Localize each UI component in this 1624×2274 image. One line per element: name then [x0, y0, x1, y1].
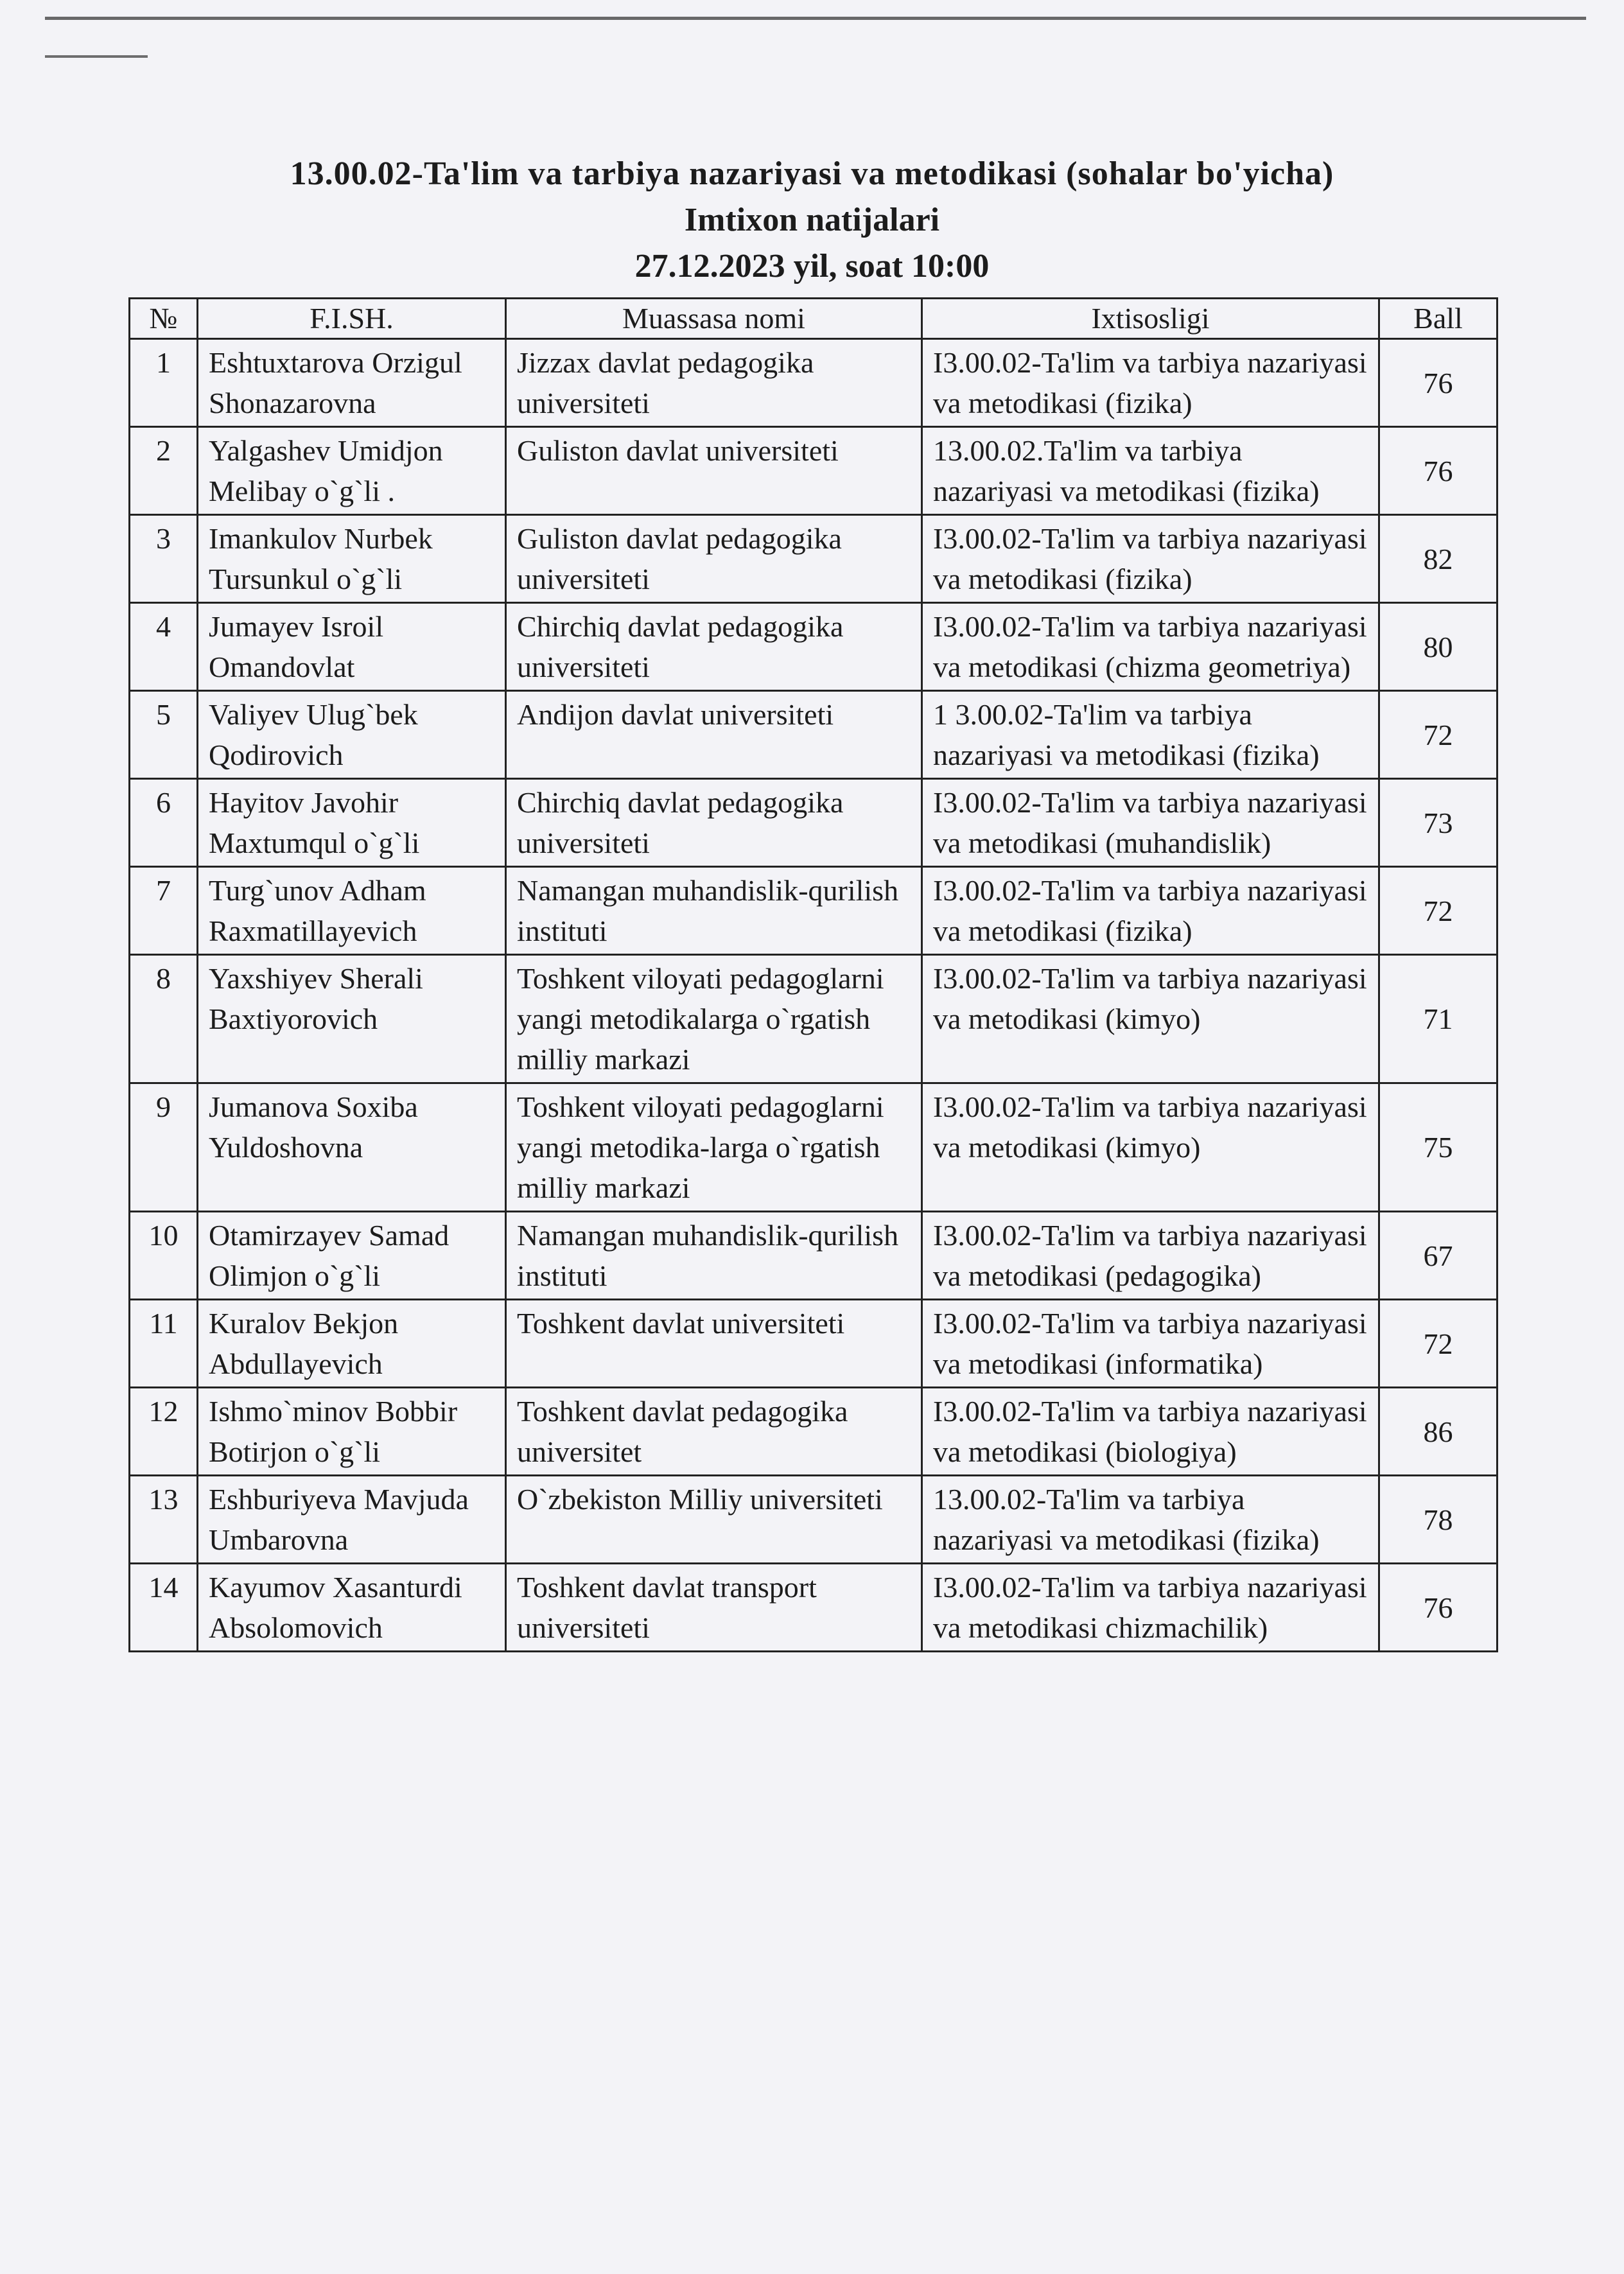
cell-institution: Guliston davlat pedagogika universiteti: [506, 515, 922, 603]
scan-edge-line: [45, 17, 1586, 20]
cell-ball: 72: [1379, 691, 1497, 779]
cell-name: Yalgashev Umidjon Melibay o`g`li .: [198, 427, 506, 515]
table-row: [130, 339, 1497, 427]
cell-ball: 72: [1379, 1300, 1497, 1388]
table-row: [130, 1212, 1497, 1300]
cell-specialty: I3.00.02-Ta'lim va tarbiya nazariyasi va metodikasi (biologiya): [922, 1388, 1379, 1476]
cell-ball: 71: [1379, 955, 1497, 1083]
cell-institution: Toshkent davlat transport universiteti: [506, 1564, 922, 1652]
cell-ball: 86: [1379, 1388, 1497, 1476]
table-row: [130, 1564, 1497, 1652]
table-row: [130, 779, 1497, 867]
cell-name: Jumanova Soxiba Yuldoshovna: [198, 1083, 506, 1212]
cell-number: 3: [130, 515, 198, 603]
header-ball: Ball: [1379, 299, 1497, 339]
cell-specialty: 1 3.00.02-Ta'lim va tarbiya nazariyasi va metodikasi (fizika): [922, 691, 1379, 779]
header-name: F.I.SH.: [198, 299, 506, 339]
cell-institution: Chirchiq davlat pedagogika universiteti: [506, 603, 922, 691]
cell-name: Imankulov Nurbek Tursunkul o`g`li: [198, 515, 506, 603]
header-institution: Muassasa nomi: [506, 299, 922, 339]
cell-specialty: I3.00.02-Ta'lim va tarbiya nazariyasi va metodikasi (informatika): [922, 1300, 1379, 1388]
cell-number: 10: [130, 1212, 198, 1300]
cell-name: Valiyev Ulug`bek Qodirovich: [198, 691, 506, 779]
cell-number: 7: [130, 867, 198, 955]
cell-specialty: 13.00.02-Ta'lim va tarbiya nazariyasi va metodikasi (fizika): [922, 1476, 1379, 1564]
table-row: [130, 1083, 1497, 1212]
cell-specialty: I3.00.02-Ta'lim va tarbiya nazariyasi va metodikasi (kimyo): [922, 955, 1379, 1083]
header-number: №: [130, 299, 198, 339]
cell-institution: Toshkent davlat pedagogika universitet: [506, 1388, 922, 1476]
document-subtitle: Imtixon natijalari: [684, 202, 940, 238]
cell-institution: Toshkent viloyati pedagoglarni yangi metodika-larga o`rgatish milliy markazi: [506, 1083, 922, 1212]
cell-specialty: I3.00.02-Ta'lim va tarbiya nazariyasi va metodikasi chizmachilik): [922, 1564, 1379, 1652]
cell-name: Ishmo`minov Bobbir Botirjon o`g`li: [198, 1388, 506, 1476]
cell-ball: 67: [1379, 1212, 1497, 1300]
table-row: [130, 603, 1497, 691]
cell-specialty: I3.00.02-Ta'lim va tarbiya nazariyasi va metodikasi (muhandislik): [922, 779, 1379, 867]
scan-mark: [45, 55, 148, 58]
cell-number: 8: [130, 955, 198, 1083]
cell-name: Turg`unov Adham Raxmatillayevich: [198, 867, 506, 955]
table-row: [130, 1476, 1497, 1564]
cell-number: 4: [130, 603, 198, 691]
cell-name: Eshtuxtarova Orzigul Shonazarovna: [198, 339, 506, 427]
document-date: 27.12.2023 yil, soat 10:00: [634, 248, 990, 284]
table-row: [130, 1388, 1497, 1476]
cell-institution: Toshkent viloyati pedagoglarni yangi metodikalarga o`rgatish milliy markazi: [506, 955, 922, 1083]
cell-institution: Namangan muhandislik-qurilish instituti: [506, 867, 922, 955]
cell-number: 14: [130, 1564, 198, 1652]
cell-ball: 76: [1379, 339, 1497, 427]
cell-number: 12: [130, 1388, 198, 1476]
cell-institution: O`zbekiston Milliy universiteti: [506, 1476, 922, 1564]
cell-ball: 72: [1379, 867, 1497, 955]
cell-number: 9: [130, 1083, 198, 1212]
table-row: [130, 955, 1497, 1083]
table-row: [130, 867, 1497, 955]
cell-ball: 80: [1379, 603, 1497, 691]
cell-ball: 78: [1379, 1476, 1497, 1564]
document-title: 13.00.02-Ta'lim va tarbiya nazariyasi va metodikasi (sohalar bo'yicha): [290, 155, 1334, 192]
table-row: [130, 427, 1497, 515]
table-header-row: [130, 299, 1497, 339]
cell-institution: Toshkent davlat universiteti: [506, 1300, 922, 1388]
cell-ball: 76: [1379, 1564, 1497, 1652]
cell-name: Kuralov Bekjon Abdullayevich: [198, 1300, 506, 1388]
cell-specialty: I3.00.02-Ta'lim va tarbiya nazariyasi va metodikasi (fizika): [922, 339, 1379, 427]
cell-name: Jumayev Isroil Omandovlat: [198, 603, 506, 691]
cell-specialty: I3.00.02-Ta'lim va tarbiya nazariyasi va metodikasi (pedagogika): [922, 1212, 1379, 1300]
cell-specialty: I3.00.02-Ta'lim va tarbiya nazariyasi va metodikasi (fizika): [922, 867, 1379, 955]
table-row: [130, 515, 1497, 603]
cell-specialty: I3.00.02-Ta'lim va tarbiya nazariyasi va metodikasi (chizma geometriya): [922, 603, 1379, 691]
cell-name: Otamirzayev Samad Olimjon o`g`li: [198, 1212, 506, 1300]
cell-number: 5: [130, 691, 198, 779]
cell-ball: 75: [1379, 1083, 1497, 1212]
table-row: [130, 691, 1497, 779]
cell-institution: Chirchiq davlat pedagogika universiteti: [506, 779, 922, 867]
results-table: [128, 297, 1498, 1652]
header-specialty: Ixtisosligi: [922, 299, 1379, 339]
cell-name: Yaxshiyev Sherali Baxtiyorovich: [198, 955, 506, 1083]
cell-number: 2: [130, 427, 198, 515]
cell-institution: Jizzax davlat pedagogika universiteti: [506, 339, 922, 427]
cell-name: Hayitov Javohir Maxtumqul o`g`li: [198, 779, 506, 867]
cell-institution: Andijon davlat universiteti: [506, 691, 922, 779]
cell-name: Kayumov Xasanturdi Absolomovich: [198, 1564, 506, 1652]
table-row: [130, 1300, 1497, 1388]
cell-specialty: 13.00.02.Ta'lim va tarbiya nazariyasi va metodikasi (fizika): [922, 427, 1379, 515]
cell-ball: 76: [1379, 427, 1497, 515]
cell-number: 13: [130, 1476, 198, 1564]
cell-number: 11: [130, 1300, 198, 1388]
cell-name: Eshburiyeva Mavjuda Umbarovna: [198, 1476, 506, 1564]
cell-specialty: I3.00.02-Ta'lim va tarbiya nazariyasi va metodikasi (fizika): [922, 515, 1379, 603]
cell-number: 6: [130, 779, 198, 867]
cell-specialty: I3.00.02-Ta'lim va tarbiya nazariyasi va metodikasi (kimyo): [922, 1083, 1379, 1212]
cell-ball: 73: [1379, 779, 1497, 867]
cell-institution: Namangan muhandislik-qurilish instituti: [506, 1212, 922, 1300]
cell-ball: 82: [1379, 515, 1497, 603]
cell-number: 1: [130, 339, 198, 427]
document-header: [0, 151, 1624, 290]
cell-institution: Guliston davlat universiteti: [506, 427, 922, 515]
